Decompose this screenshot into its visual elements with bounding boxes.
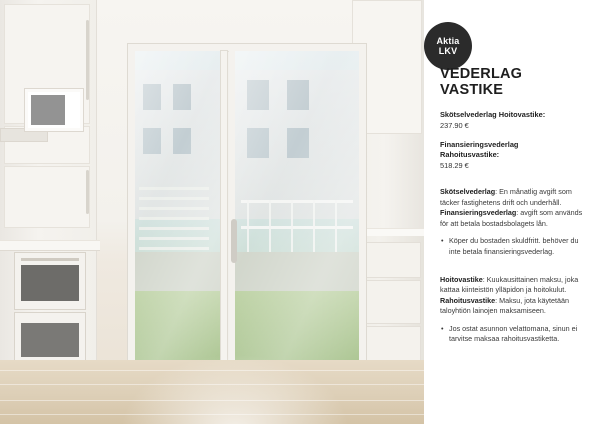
window-pane-left bbox=[135, 51, 221, 375]
logo-line-2: LKV bbox=[438, 46, 458, 56]
built-in-oven bbox=[14, 252, 86, 310]
floor-light-reflection bbox=[120, 354, 350, 424]
fee-financing bbox=[440, 140, 590, 171]
glass-reflection bbox=[135, 51, 221, 375]
fee-maintenance-label: Skötselvederlag Hoitovastike: bbox=[440, 110, 546, 120]
page-title bbox=[440, 66, 590, 98]
description-finnish bbox=[440, 275, 590, 317]
list-item: • Jos ostat asunnon velattomana, sinun ei tarvitse maksaa rahoitusvastiketta. bbox=[449, 324, 590, 345]
term-skotselvederlag: Skötselvederlag bbox=[440, 187, 496, 197]
oven-glass bbox=[21, 323, 79, 357]
desc-hoitovastike: : Kuukausittainen maksu, joka kattaa kiinteistön ylläpidon ja hoitokulut. bbox=[440, 275, 579, 295]
fee-maintenance-value: 237.90 € bbox=[440, 121, 469, 131]
bullet-list-finnish bbox=[440, 324, 590, 345]
window-pane-right bbox=[229, 51, 359, 375]
cabinet-handle-icon bbox=[86, 20, 89, 100]
fee-financing-label-line-2: Rahoitusvastike: bbox=[440, 150, 500, 160]
oven-handle-icon bbox=[21, 258, 79, 261]
info-panel-content bbox=[440, 66, 590, 348]
term-rahoitusvastike: Rahoitusvastike bbox=[440, 295, 496, 305]
microwave-oven bbox=[24, 88, 84, 132]
desc-rahoitusvastike: : Maksu, jota käytetään taloyhtiön lainojen maksamiseen. bbox=[440, 295, 570, 316]
microwave-window bbox=[31, 95, 65, 125]
aktia-lkv-logo bbox=[424, 22, 472, 70]
desc-skotselvederlag: : En månatlig avgift som täcker fastighetens drift och underhåll. bbox=[440, 187, 572, 207]
window-mullion bbox=[221, 51, 227, 375]
term-finansieringsvederlag: Finansieringsvederlag bbox=[440, 208, 517, 218]
cabinet-door-lower bbox=[4, 166, 90, 228]
fee-financing-value: 518.29 € bbox=[440, 161, 469, 171]
description-swedish bbox=[440, 187, 590, 229]
list-item: • Köper du bostaden skuldfritt. behöver du inte betala finansieringsvederlag. bbox=[449, 236, 590, 257]
door-handle-icon bbox=[231, 219, 237, 263]
desc-finansieringsvederlag: : avgift som används för att betala bostadsbolagets lån. bbox=[440, 208, 583, 228]
fee-maintenance bbox=[440, 110, 590, 131]
glass-reflection bbox=[235, 51, 359, 375]
fee-financing-label-line-1: Finansieringsvederlag bbox=[440, 140, 519, 150]
logo-line-1: Aktia bbox=[436, 35, 460, 46]
built-in-oven-secondary bbox=[14, 312, 86, 364]
page-title-line-1: VEDERLAG bbox=[440, 66, 523, 82]
oven-glass bbox=[21, 265, 79, 301]
patio-door-window bbox=[128, 44, 366, 382]
countertop-left bbox=[0, 240, 100, 251]
page-title-line-2: VASTIKE bbox=[440, 82, 504, 99]
bullet-list-swedish bbox=[440, 236, 590, 257]
cabinet-handle-icon bbox=[86, 170, 89, 214]
term-hoitovastike: Hoitovastike bbox=[440, 275, 483, 285]
